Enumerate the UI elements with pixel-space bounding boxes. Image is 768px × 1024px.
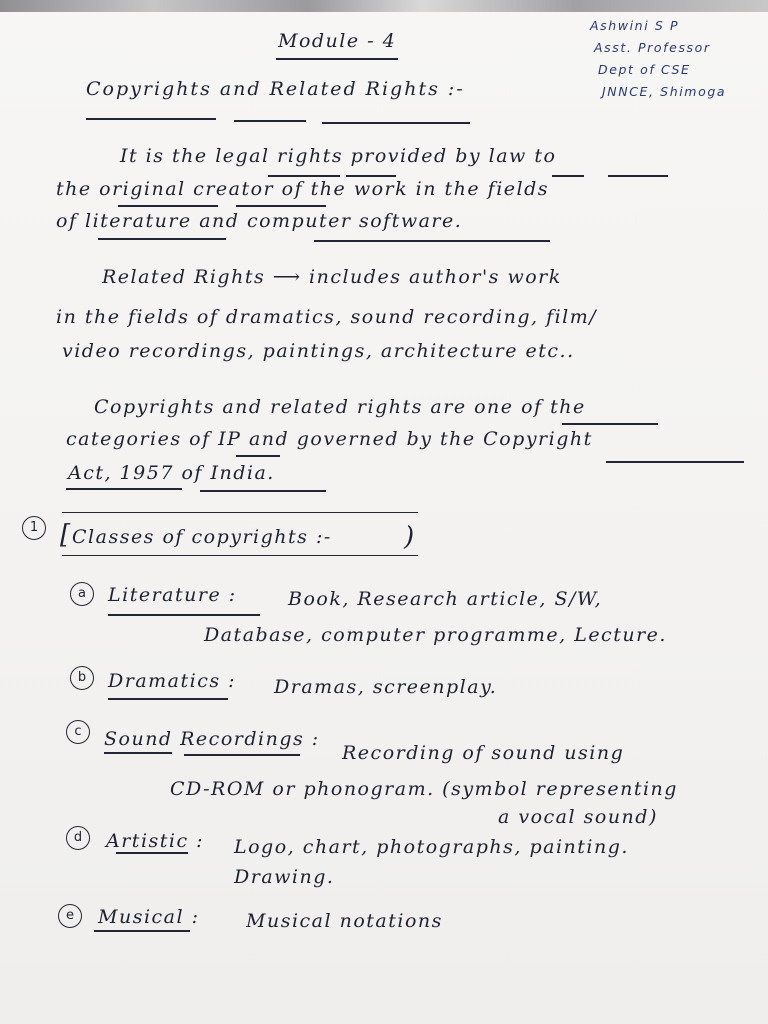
intro-line-2: the original creator of the work in the fields <box>56 178 550 200</box>
author-designation: Asst. Professor <box>594 40 711 55</box>
legal-rights-underline <box>268 175 340 177</box>
item-d-label-underline <box>116 852 188 854</box>
classes-heading-bracket-open: [ <box>60 520 72 550</box>
rights-underline <box>346 175 396 177</box>
ip-note-line-1: Copyrights and related rights are one of the <box>94 396 586 418</box>
copyright-underline <box>606 461 744 463</box>
item-c-text-1: Recording of sound using <box>342 742 625 764</box>
item-d-label: Artistic : <box>106 830 205 852</box>
section-number-badge: 1 <box>22 516 46 540</box>
item-c-text-3: a vocal sound) <box>498 806 658 828</box>
item-c-label: Sound Recordings : <box>104 728 320 750</box>
law-underline <box>608 175 668 177</box>
item-b-label: Dramatics : <box>108 670 237 692</box>
module-title-underline <box>276 58 398 60</box>
related-rights-line-2: in the fields of dramatics, sound recording, film/ <box>56 306 598 328</box>
author-name: Ashwini S P <box>590 18 680 33</box>
item-d-text-2: Drawing. <box>234 866 335 888</box>
section-title: Copyrights and Related Rights :- <box>86 78 465 100</box>
classes-heading-bracket-close: ) <box>404 522 416 552</box>
item-e-label-underline <box>94 930 190 932</box>
item-b-marker: b <box>70 666 94 690</box>
module-title: Module - 4 <box>278 30 397 52</box>
author-department: Dept of CSE <box>598 62 691 77</box>
item-e-marker: e <box>58 904 82 928</box>
of-india-underline <box>200 490 326 492</box>
section-title-underline-2 <box>234 120 306 122</box>
author-college: JNNCE, Shimoga <box>602 84 727 99</box>
section-title-underline-3 <box>322 122 470 124</box>
computer-software-underline <box>314 240 550 242</box>
item-c-marker: c <box>66 720 90 744</box>
one-of-underline <box>562 423 658 425</box>
act-1957-underline <box>66 488 182 490</box>
item-b-text-1: Dramas, screenplay. <box>274 676 498 698</box>
item-a-label-underline <box>108 614 260 616</box>
item-c-sound-underline <box>104 752 172 754</box>
item-d-text-1: Logo, chart, photographs, painting. <box>234 836 629 858</box>
classes-heading: Classes of copyrights :- <box>72 526 332 548</box>
related-rights-line-1: Related Rights ⟶ includes author's work <box>102 266 562 288</box>
by-underline <box>552 175 584 177</box>
literature-underline <box>98 238 226 240</box>
item-c-text-2: CD-ROM or phonogram. (symbol representing <box>170 778 678 800</box>
related-rights-line-3: video recordings, paintings, architecture etc.. <box>62 340 575 362</box>
ip-note-line-2: categories of IP and governed by the Copyright <box>66 428 593 450</box>
paper-edge-shadow <box>0 0 768 12</box>
item-b-label-underline <box>108 698 228 700</box>
creator-underline <box>236 205 326 207</box>
ip-note-line-3: Act, 1957 of India. <box>68 462 275 484</box>
item-a-text-2: Database, computer programme, Lecture. <box>204 624 667 646</box>
item-e-text-1: Musical notations <box>246 910 443 932</box>
section-title-underline-1 <box>86 118 216 120</box>
intro-line-1: It is the legal rights provided by law to <box>120 145 557 167</box>
item-e-label: Musical : <box>98 906 200 928</box>
original-underline <box>118 205 218 207</box>
intro-line-3: of literature and computer software. <box>56 210 463 232</box>
item-d-marker: d <box>66 826 90 850</box>
item-a-text-1: Book, Research article, S/W, <box>288 588 603 610</box>
ip-underline <box>236 455 280 457</box>
item-a-label: Literature : <box>108 584 237 606</box>
item-c-recordings-underline <box>184 754 300 756</box>
item-a-marker: a <box>70 582 94 606</box>
